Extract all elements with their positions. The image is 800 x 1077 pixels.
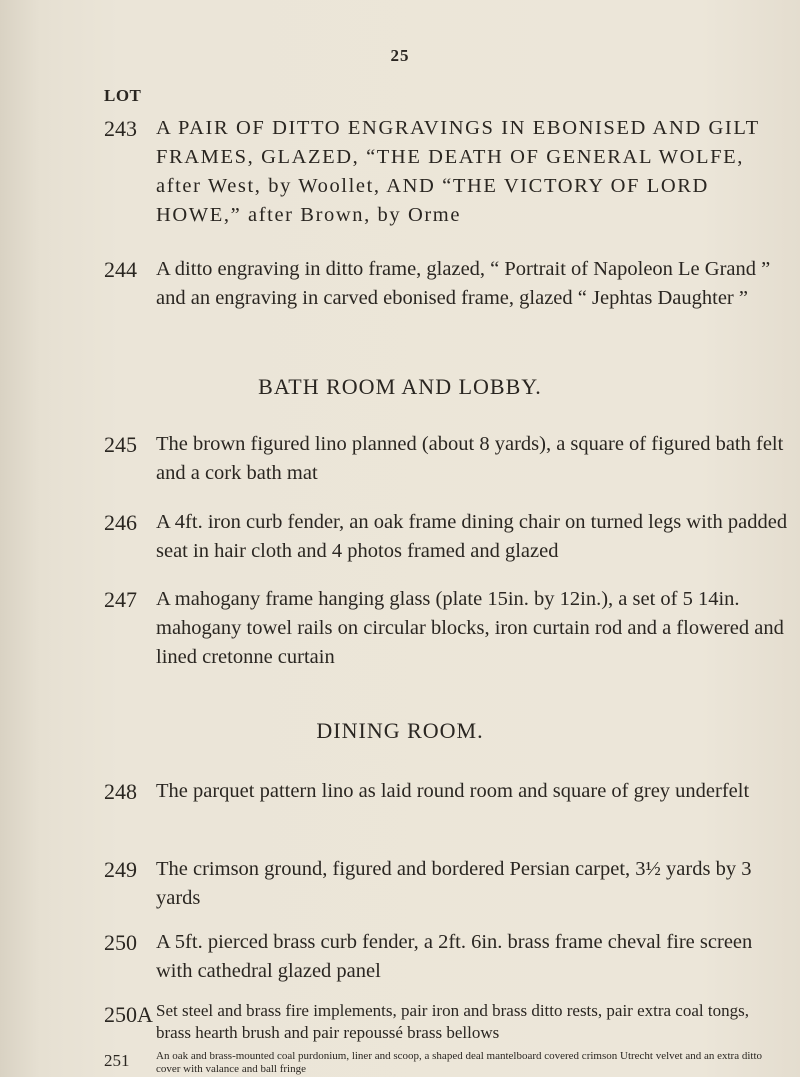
section-heading-dining-room: DINING ROOM.	[316, 718, 484, 743]
lot-number: 245	[104, 432, 137, 457]
lot-description: The parquet pattern lino as laid round room and square of grey underfelt	[156, 780, 750, 802]
lot-number: 246	[104, 510, 137, 535]
lot-number: 247	[104, 587, 137, 612]
lot-number: 251	[104, 1051, 130, 1070]
lot-number: 248	[104, 779, 137, 804]
lot-number: 250A	[104, 1002, 153, 1027]
lot-number: 243	[104, 116, 137, 141]
lot-number: 250	[104, 930, 137, 955]
lot-number: 244	[104, 257, 137, 282]
lot-column-header: LOT	[104, 86, 142, 105]
lot-description: A 4ft. iron curb fender, an oak frame dining chair on turned legs with padded seat in hair cloth and 4 photos framed and glazed	[156, 511, 788, 562]
lot-description: A mahogany frame hanging glass (plate 15in. by 12in.), a set of 5 14in. mahogany towel rails on circular blocks, iron curtain rod and a flowered and lined cretonne curtain	[156, 588, 784, 668]
lot-description: A ditto engraving in ditto frame, glazed, “ Portrait of Napoleon Le Grand ” and an engraving in carved ebonised frame, glazed “ Jephtas Daughter ”	[156, 258, 771, 309]
lot-description: A PAIR OF DITTO ENGRAVINGS IN EBONISED AND GILT FRAMES, GLAZED, “THE DEATH OF GENERAL WOLFE, after West, by Woollet, AND “THE VICTORY OF LORD HOWE,” after Brown, by Orme	[156, 117, 760, 226]
lot-number: 249	[104, 857, 137, 882]
lot-description: Set steel and brass fire implements, pair iron and brass ditto rests, pair extra coal tongs, brass hearth brush and pair repoussé brass bellows	[156, 1001, 749, 1042]
lot-description: The crimson ground, figured and bordered Persian carpet, 3½ yards by 3 yards	[156, 858, 752, 909]
lot-description: The brown figured lino planned (about 8 yards), a square of figured bath felt and a cork bath mat	[156, 433, 784, 484]
page-number: 25	[390, 46, 410, 65]
lot-description: A 5ft. pierced brass curb fender, a 2ft. 6in. brass frame cheval fire screen with cathedral glazed panel	[156, 931, 753, 982]
section-heading-bath-room: BATH ROOM AND LOBBY.	[258, 374, 542, 399]
lot-description: An oak and brass-mounted coal purdonium, liner and scoop, a shaped deal mantelboard covered crimson Utrecht velvet and an extra ditto cover with valance and ball fringe	[156, 1050, 763, 1075]
